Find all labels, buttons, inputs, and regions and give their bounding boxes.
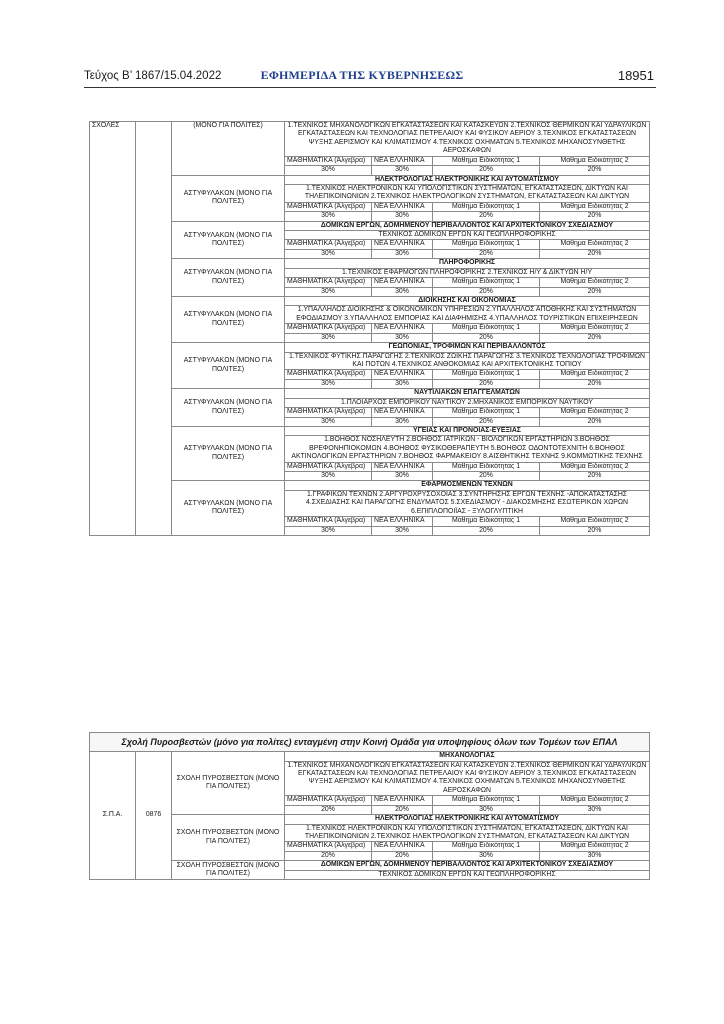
subject-math: ΜΑΘΗΜΑΤΙΚΑ (Άλγεβρα) <box>285 796 372 805</box>
subject-spec2: Μάθημα Ειδικότητας 2 <box>540 202 650 211</box>
subject-greek: ΝΕΑ ΕΛΛΗΝΙΚΑ <box>372 156 433 165</box>
subject-spec1: Μάθημα Ειδικότητας 1 <box>433 156 540 165</box>
fire-school-title: Σχολή Πυροσβεστών (μόνο για πολίτες) ενταγμένη στην Κοινή Ομάδα για υποψηφίους όλων των Τομέων των ΕΠΑΛ <box>90 733 650 752</box>
specialties-list: ΤΕΧΝΙΚΟΣ ΔΟΜΙΚΩΝ ΕΡΓΩΝ ΚΑΙ ΓΕΩΠΛΗΡΟΦΟΡΙΚΗΣ <box>285 870 650 879</box>
sector-heading: ΗΛΕΚΤΡΟΛΟΓΙΑΣ ΗΛΕΚΤΡΟΝΙΚΗΣ ΚΑΙ ΑΥΤΟΜΑΤΙΣΜΟΥ <box>285 815 650 824</box>
weight-value: 20% <box>433 472 540 481</box>
subject-greek: ΝΕΑ ΕΛΛΗΝΙΚΑ <box>372 408 433 417</box>
subject-math: ΜΑΘΗΜΑΤΙΚΑ (Άλγεβρα) <box>285 156 372 165</box>
subject-spec2: Μάθημα Ειδικότητας 2 <box>540 408 650 417</box>
weight-value: 20% <box>540 249 650 258</box>
sector-heading: ΓΕΩΠΟΝΙΑΣ, ΤΡΟΦΙΜΩΝ ΚΑΙ ΠΕΡΙΒΑΛΛΟΝΤΟΣ <box>285 343 650 352</box>
sector-heading: ΔΟΜΙΚΩΝ ΕΡΓΩΝ, ΔΟΜΗΜΕΝΟΥ ΠΕΡΙΒΑΛΛΟΝΤΟΣ ΚΑΙ ΑΡΧΙΤΕΚΤΟΝΙΚΟΥ ΣΧΕΔΙΑΣΜΟΥ <box>285 861 650 870</box>
subject-spec1: Μάθημα Ειδικότητας 1 <box>433 842 540 851</box>
weight-value: 20% <box>540 212 650 221</box>
specialties-list: ΤΕΧΝΙΚΟΣ ΔΟΜΙΚΩΝ ΕΡΓΩΝ ΚΑΙ ΓΕΩΠΛΗΡΟΦΟΡΙΚΗΣ <box>285 231 650 240</box>
subject-spec2: Μάθημα Ειδικότητας 2 <box>540 517 650 526</box>
school-name: ΣΧΟΛΗ ΠΥΡΟΣΒΕΣΤΩΝ (ΜΟΝΟ ΓΙΑ ΠΟΛΙΤΕΣ) <box>172 861 285 880</box>
subject-spec1: Μάθημα Ειδικότητας 1 <box>433 278 540 287</box>
header-rule <box>84 87 656 88</box>
subject-spec1: Μάθημα Ειδικότητας 1 <box>433 408 540 417</box>
weight-value: 30% <box>372 526 433 535</box>
subject-spec1: Μάθημα Ειδικότητας 1 <box>433 202 540 211</box>
subject-spec2: Μάθημα Ειδικότητας 2 <box>540 240 650 249</box>
subject-spec2: Μάθημα Ειδικότητας 2 <box>540 156 650 165</box>
weight-value: 20% <box>540 417 650 426</box>
subject-spec2: Μάθημα Ειδικότητας 2 <box>540 370 650 379</box>
school-code: 0876 <box>136 752 172 880</box>
subject-spec1: Μάθημα Ειδικότητας 1 <box>433 324 540 333</box>
school-name: ΑΣΤΥΦΥΛΑΚΩΝ (ΜΟΝΟ ΓΙΑ ΠΟΛΙΤΕΣ) <box>172 343 285 389</box>
school-name: ΑΣΤΥΦΥΛΑΚΩΝ (ΜΟΝΟ ΓΙΑ ΠΟΛΙΤΕΣ) <box>172 297 285 343</box>
subject-spec1: Μάθημα Ειδικότητας 1 <box>433 796 540 805</box>
schools-column: ΣΧΟΛΕΣ <box>90 122 136 536</box>
school-name: (ΜΟΝΟ ΓΙΑ ΠΟΛΙΤΕΣ) <box>172 122 285 176</box>
weight-value: 20% <box>433 249 540 258</box>
weight-value: 20% <box>372 851 433 860</box>
weight-value: 30% <box>285 212 372 221</box>
weight-value: 20% <box>433 417 540 426</box>
weight-value: 20% <box>433 526 540 535</box>
sector-heading: ΕΦΑΡΜΟΣΜΕΝΩΝ ΤΕΧΝΩΝ <box>285 481 650 490</box>
weight-value: 30% <box>285 249 372 258</box>
subject-math: ΜΑΘΗΜΑΤΙΚΑ (Άλγεβρα) <box>285 324 372 333</box>
sector-heading: ΔΟΜΙΚΩΝ ΕΡΓΩΝ, ΔΟΜΗΜΕΝΟΥ ΠΕΡΙΒΑΛΛΟΝΤΟΣ ΚΑΙ ΑΡΧΙΤΕΚΤΟΝΙΚΟΥ ΣΧΕΔΙΑΣΜΟΥ <box>285 221 650 230</box>
code-column <box>136 122 172 536</box>
sector-heading: ΜΗΧΑΝΟΛΟΓΙΑΣ <box>285 752 650 761</box>
page-number: 18951 <box>617 68 654 83</box>
school-name: ΣΧΟΛΗ ΠΥΡΟΣΒΕΣΤΩΝ (ΜΟΝΟ ΓΙΑ ΠΟΛΙΤΕΣ) <box>172 815 285 861</box>
school-abbr: Σ.Π.Α. <box>90 752 136 880</box>
weight-value: 20% <box>433 212 540 221</box>
weight-value: 30% <box>372 249 433 258</box>
subject-spec2: Μάθημα Ειδικότητας 2 <box>540 462 650 471</box>
subject-greek: ΝΕΑ ΕΛΛΗΝΙΚΑ <box>372 278 433 287</box>
sector-heading: ΠΛΗΡΟΦΟΡΙΚΗΣ <box>285 259 650 268</box>
weight-value: 20% <box>433 166 540 175</box>
subject-greek: ΝΕΑ ΕΛΛΗΝΙΚΑ <box>372 517 433 526</box>
school-name: ΑΣΤΥΦΥΛΑΚΩΝ (ΜΟΝΟ ΓΙΑ ΠΟΛΙΤΕΣ) <box>172 175 285 221</box>
specialties-list: 1.ΓΡΑΦΙΚΩΝ ΤΕΧΝΩΝ 2.ΑΡΓΥΡΟΧΡΥΣΟΧΟΪΑΣ 3.ΣΥΝΤΗΡΗΣΗΣ ΕΡΓΩΝ ΤΕΧΝΗΣ -ΑΠΟΚΑΤΑΣΤΑΣΗΣ 4.ΣΧΕΔΙΑΣΗΣ ΚΑΙ ΠΑΡΑΓΩΓΗΣ ΕΝΔΥΜΑΤΟΣ 5.ΣΧΕΔΙΑΣΜΟΥ - ΔΙΑΚΟΣΜΗΣΗΣ ΕΣΩΤΕΡΙΚΩΝ ΧΩΡΩΝ 6.ΕΠΙΠΛΟΠΟΙΪΑΣ - ΞΥΛΟΓΛΥΠΤΙΚΗ <box>285 490 650 516</box>
schools-table <box>89 121 650 536</box>
weight-value: 30% <box>372 166 433 175</box>
sector-heading: ΔΙΟΙΚΗΣΗΣ ΚΑΙ ΟΙΚΟΝΟΜΙΑΣ <box>285 297 650 306</box>
gazette-title: ΕΦΗΜΕΡΙΔΑ ΤΗΣ ΚΥΒΕΡΝΗΣΕΩΣ <box>260 68 464 82</box>
subject-spec2: Μάθημα Ειδικότητας 2 <box>540 324 650 333</box>
subject-math: ΜΑΘΗΜΑΤΙΚΑ (Άλγεβρα) <box>285 278 372 287</box>
subject-math: ΜΑΘΗΜΑΤΙΚΑ (Άλγεβρα) <box>285 842 372 851</box>
subject-greek: ΝΕΑ ΕΛΛΗΝΙΚΑ <box>372 462 433 471</box>
subject-greek: ΝΕΑ ΕΛΛΗΝΙΚΑ <box>372 324 433 333</box>
subject-spec2: Μάθημα Ειδικότητας 2 <box>540 842 650 851</box>
subject-greek: ΝΕΑ ΕΛΛΗΝΙΚΑ <box>372 370 433 379</box>
school-name: ΑΣΤΥΦΥΛΑΚΩΝ (ΜΟΝΟ ΓΙΑ ΠΟΛΙΤΕΣ) <box>172 259 285 297</box>
weight-value: 30% <box>540 805 650 814</box>
subject-greek: ΝΕΑ ΕΛΛΗΝΙΚΑ <box>372 202 433 211</box>
subject-math: ΜΑΘΗΜΑΤΙΚΑ (Άλγεβρα) <box>285 517 372 526</box>
weight-value: 20% <box>540 472 650 481</box>
sector-heading: ΗΛΕΚΤΡΟΛΟΓΙΑΣ ΗΛΕΚΤΡΟΝΙΚΗΣ ΚΑΙ ΑΥΤΟΜΑΤΙΣΜΟΥ <box>285 175 650 184</box>
weight-value: 30% <box>285 333 372 342</box>
weight-value: 30% <box>372 212 433 221</box>
weight-value: 20% <box>540 333 650 342</box>
weight-value: 20% <box>285 805 372 814</box>
weight-value: 20% <box>285 851 372 860</box>
issue-label: Τεύχος Β’ 1867/15.04.2022 <box>84 70 222 82</box>
fire-school-table <box>89 732 650 880</box>
subject-spec1: Μάθημα Ειδικότητας 1 <box>433 462 540 471</box>
weight-value: 30% <box>372 333 433 342</box>
weight-value: 30% <box>540 851 650 860</box>
sector-heading: ΥΓΕΙΑΣ ΚΑΙ ΠΡΟΝΟΙΑΣ-ΕΥΕΞΙΑΣ <box>285 426 650 435</box>
specialties-list: 1.ΤΕΧΝΙΚΟΣ ΕΦΑΡΜΟΓΩΝ ΠΛΗΡΟΦΟΡΙΚΗΣ 2.ΤΕΧΝΙΚΟΣ Η/Υ & ΔΙΚΤΥΩΝ Η/Υ <box>285 268 650 277</box>
weight-value: 20% <box>540 379 650 388</box>
subject-greek: ΝΕΑ ΕΛΛΗΝΙΚΑ <box>372 842 433 851</box>
subject-math: ΜΑΘΗΜΑΤΙΚΑ (Άλγεβρα) <box>285 202 372 211</box>
subject-greek: ΝΕΑ ΕΛΛΗΝΙΚΑ <box>372 240 433 249</box>
weight-value: 20% <box>540 166 650 175</box>
subject-math: ΜΑΘΗΜΑΤΙΚΑ (Άλγεβρα) <box>285 240 372 249</box>
specialties-list: 1.ΤΕΧΝΙΚΟΣ ΜΗΧΑΝΟΛΟΓΙΚΩΝ ΕΓΚΑΤΑΣΤΑΣΕΩΝ ΚΑΙ ΚΑΤΑΣΚΕΥΩΝ 2.ΤΕΧΝΙΚΟΣ ΘΕΡΜΙΚΩΝ ΚΑΙ ΥΔΡΑΥΛΙΚΩΝ ΕΓΚΑΤΑΣΤΑΣΕΩΝ ΚΑΙ ΤΕΧΝΟΛΟΓΙΑΣ ΠΕΤΡΕΛΑΙΟΥ ΚΑΙ ΦΥΣΙΚΟΥ ΑΕΡΙΟΥ 3.ΤΕΧΝΙΚΟΣ ΕΓΚΑΤΑΣΤΑΣΕΩΝ ΨΥΞΗΣ ΑΕΡΙΣΜΟΥ ΚΑΙ ΚΛΙΜΑΤΙΣΜΟΥ 4.ΤΕΧΝΙΚΟΣ ΟΧΗΜΑΤΩΝ 5.ΤΕΧΝΙΚΟΣ ΜΗΧΑΝΟΣΥΝΘΕΤΗΣ ΑΕΡΟΣΚΑΦΩΝ <box>285 122 650 157</box>
weight-value: 20% <box>372 805 433 814</box>
subject-greek: ΝΕΑ ΕΛΛΗΝΙΚΑ <box>372 796 433 805</box>
subject-spec2: Μάθημα Ειδικότητας 2 <box>540 796 650 805</box>
weight-value: 30% <box>433 805 540 814</box>
weight-value: 30% <box>285 526 372 535</box>
specialties-list: 1.ΒΟΗΘΟΣ ΝΟΣΗΛΕΥΤΗ 2.ΒΟΗΘΟΣ ΙΑΤΡΙΚΩΝ - ΒΙΟΛΟΓΙΚΩΝ ΕΡΓΑΣΤΗΡΙΩΝ 3.ΒΟΗΘΟΣ ΒΡΕΦΟΝΗΠΙΟΚΟΜΩΝ 4.ΒΟΗΘΟΣ ΦΥΣΙΚΟΘΕΡΑΠΕΥΤΗ 5.ΒΟΗΘΟΣ ΟΔΟΝΤΟΤΕΧΝΙΤΗ 6.ΒΟΗΘΟΣ ΑΚΤΙΝΟΛΟΓΙΚΩΝ ΕΡΓΑΣΤΗΡΙΩΝ 7.ΒΟΗΘΟΣ ΦΑΡΜΑΚΕΙΟΥ 8.ΑΙΣΘΗΤΙΚΗΣ ΤΕΧΝΗΣ 9.ΚΟΜΜΩΤΙΚΗΣ ΤΕΧΝΗΣ <box>285 436 650 462</box>
specialties-list: 1.ΤΕΧΝΙΚΟΣ ΜΗΧΑΝΟΛΟΓΙΚΩΝ ΕΓΚΑΤΑΣΤΑΣΕΩΝ ΚΑΙ ΚΑΤΑΣΚΕΥΩΝ 2.ΤΕΧΝΙΚΟΣ ΘΕΡΜΙΚΩΝ ΚΑΙ ΥΔΡΑΥΛΙΚΩΝ ΕΓΚΑΤΑΣΤΑΣΕΩΝ ΚΑΙ ΤΕΧΝΟΛΟΓΙΑΣ ΠΕΤΡΕΛΑΙΟΥ ΚΑΙ ΦΥΣΙΚΟΥ ΑΕΡΙΟΥ 3.ΤΕΧΝΙΚΟΣ ΕΓΚΑΤΑΣΤΑΣΕΩΝ ΨΥΞΗΣ ΑΕΡΙΣΜΟΥ ΚΑΙ ΚΛΙΜΑΤΙΣΜΟΥ 4.ΤΕΧΝΙΚΟΣ ΟΧΗΜΑΤΩΝ 5.ΤΕΧΝΙΚΟΣ ΜΗΧΑΝΟΣΥΝΘΕΤΗΣ ΑΕΡΟΣΚΑΦΩΝ <box>285 761 650 796</box>
weight-value: 30% <box>372 379 433 388</box>
specialties-list: 1.ΤΕΧΝΙΚΟΣ ΦΥΤΙΚΗΣ ΠΑΡΑΓΩΓΗΣ 2.ΤΕΧΝΙΚΟΣ ΖΩΙΚΗΣ ΠΑΡΑΓΩΓΗΣ 3.ΤΕΧΝΙΚΟΣ ΤΕΧΝΟΛΟΓΙΑΣ ΤΡΟΦΙΜΩΝ ΚΑΙ ΠΟΤΩΝ 4.ΤΕΧΝΙΚΟΣ ΑΝΘΟΚΟΜΙΑΣ ΚΑΙ ΑΡΧΙΤΕΚΤΟΝΙΚΗΣ ΤΟΠΙΟΥ <box>285 352 650 370</box>
weight-value: 30% <box>285 287 372 296</box>
school-name: ΣΧΟΛΗ ΠΥΡΟΣΒΕΣΤΩΝ (ΜΟΝΟ ΓΙΑ ΠΟΛΙΤΕΣ) <box>172 752 285 815</box>
sector-heading: ΝΑΥΤΙΛΙΑΚΩΝ ΕΠΑΓΓΕΛΜΑΤΩΝ <box>285 389 650 398</box>
specialties-list: 1.ΤΕΧΝΙΚΟΣ ΗΛΕΚΤΡΟΝΙΚΩΝ ΚΑΙ ΥΠΟΛΟΓΙΣΤΙΚΩΝ ΣΥΣΤΗΜΑΤΩΝ, ΕΓΚΑΤΑΣΤΑΣΕΩΝ, ΔΙΚΤΥΩΝ ΚΑΙ ΤΗΛΕΠΙΚΟΙΝΩΝΙΩΝ 2.ΤΕΧΝΙΚΟΣ ΗΛΕΚΤΡΟΛΟΓΙΚΩΝ ΣΥΣΤΗΜΑΤΩΝ, ΕΓΚΑΤΑΣΤΑΣΕΩΝ ΚΑΙ ΔΙΚΤΥΩΝ <box>285 184 650 202</box>
weight-value: 20% <box>433 287 540 296</box>
weight-value: 30% <box>285 417 372 426</box>
weight-value: 20% <box>433 333 540 342</box>
specialties-list: 1.ΠΛΟΙΑΡΧΟΣ ΕΜΠΟΡΙΚΟΥ ΝΑΥΤΙΚΟΥ 2.ΜΗΧΑΝΙΚΟΣ ΕΜΠΟΡΙΚΟΥ ΝΑΥΤΙΚΟΥ <box>285 398 650 407</box>
subject-math: ΜΑΘΗΜΑΤΙΚΑ (Άλγεβρα) <box>285 370 372 379</box>
specialties-list: 1.ΤΕΧΝΙΚΟΣ ΗΛΕΚΤΡΟΝΙΚΩΝ ΚΑΙ ΥΠΟΛΟΓΙΣΤΙΚΩΝ ΣΥΣΤΗΜΑΤΩΝ, ΕΓΚΑΤΑΣΤΑΣΕΩΝ, ΔΙΚΤΥΩΝ ΚΑΙ ΤΗΛΕΠΙΚΟΙΝΩΝΙΩΝ 2.ΤΕΧΝΙΚΟΣ ΗΛΕΚΤΡΟΛΟΓΙΚΩΝ ΣΥΣΤΗΜΑΤΩΝ, ΕΓΚΑΤΑΣΤΑΣΕΩΝ ΚΑΙ ΔΙΚΤΥΩΝ <box>285 824 650 842</box>
school-name: ΑΣΤΥΦΥΛΑΚΩΝ (ΜΟΝΟ ΓΙΑ ΠΟΛΙΤΕΣ) <box>172 481 285 536</box>
weight-value: 30% <box>372 417 433 426</box>
school-name: ΑΣΤΥΦΥΛΑΚΩΝ (ΜΟΝΟ ΓΙΑ ΠΟΛΙΤΕΣ) <box>172 426 285 481</box>
school-name: ΑΣΤΥΦΥΛΑΚΩΝ (ΜΟΝΟ ΓΙΑ ΠΟΛΙΤΕΣ) <box>172 389 285 427</box>
weight-value: 20% <box>540 526 650 535</box>
weight-value: 20% <box>540 287 650 296</box>
subject-spec1: Μάθημα Ειδικότητας 1 <box>433 240 540 249</box>
weight-value: 30% <box>433 851 540 860</box>
weight-value: 30% <box>285 379 372 388</box>
school-name: ΑΣΤΥΦΥΛΑΚΩΝ (ΜΟΝΟ ΓΙΑ ΠΟΛΙΤΕΣ) <box>172 221 285 259</box>
weight-value: 30% <box>372 287 433 296</box>
subject-spec2: Μάθημα Ειδικότητας 2 <box>540 278 650 287</box>
subject-math: ΜΑΘΗΜΑΤΙΚΑ (Άλγεβρα) <box>285 408 372 417</box>
weight-value: 30% <box>285 166 372 175</box>
subject-spec1: Μάθημα Ειδικότητας 1 <box>433 370 540 379</box>
subject-math: ΜΑΘΗΜΑΤΙΚΑ (Άλγεβρα) <box>285 462 372 471</box>
weight-value: 20% <box>433 379 540 388</box>
weight-value: 30% <box>372 472 433 481</box>
subject-spec1: Μάθημα Ειδικότητας 1 <box>433 517 540 526</box>
weight-value: 30% <box>285 472 372 481</box>
specialties-list: 1.ΥΠΑΛΛΗΛΟΣ ΔΙΟΙΚΗΣΗΣ & ΟΙΚΟΝΟΜΙΚΩΝ ΥΠΗΡΕΣΙΩΝ 2.ΥΠΑΛΛΗΛΟΣ ΑΠΟΘΗΚΗΣ ΚΑΙ ΣΥΣΤΗΜΑΤΩΝ ΕΦΟΔΙΑΣΜΟΥ 3.ΥΠΑΛΛΗΛΟΣ ΕΜΠΟΡΙΑΣ ΚΑΙ ΔΙΑΦΗΜΙΣΗΣ 4.ΥΠΑΛΛΗΛΟΣ ΤΟΥΡΙΣΤΙΚΩΝ ΕΠΙΧΕΙΡΗΣΕΩΝ <box>285 306 650 324</box>
